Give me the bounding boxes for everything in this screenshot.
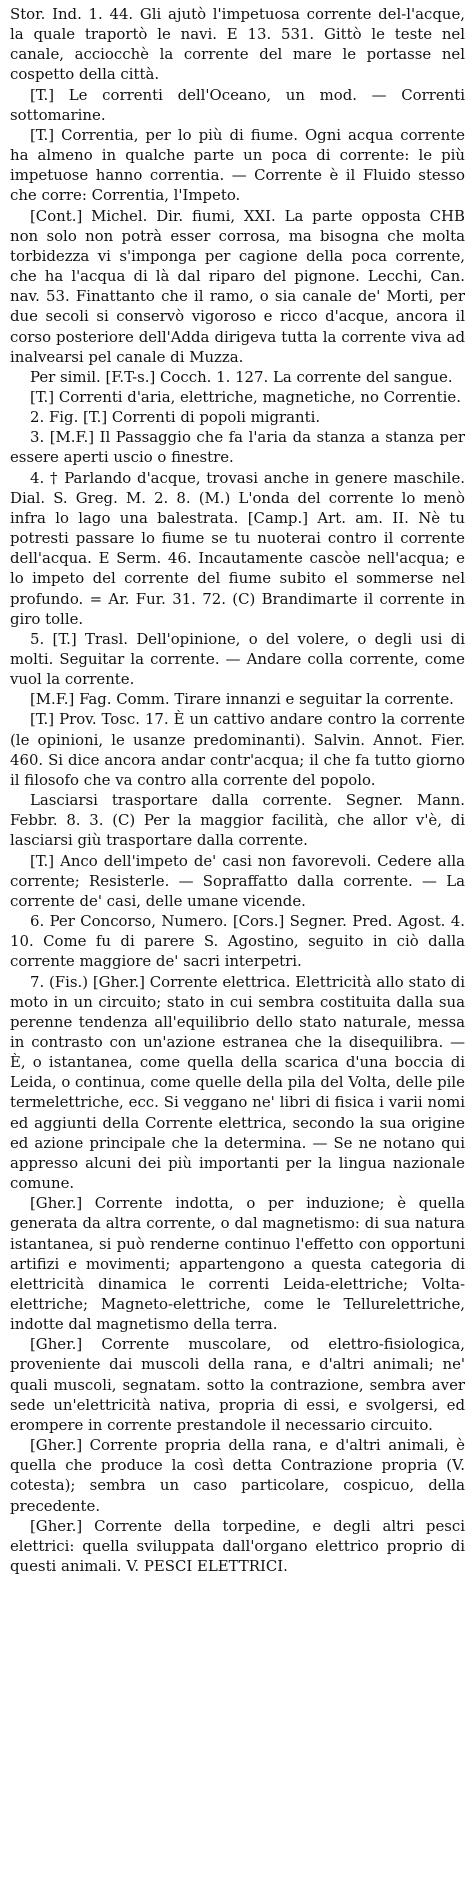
entry-paragraph-15: 6. Per Concorso, Numero. [Cors.] Segner. Pred. Agost. 4. 10. Come fu di parere S. Agostino, seguito in ciò dalla corrente maggiore de' sacri interpetri. bbox=[10, 912, 465, 971]
entry-paragraph-20: [Gher.] Corrente della torpedine, e degli altri pesci elettrici: quella sviluppata dall'organo elettrico proprio di questi animali. V. PESCI ELETTRICI. bbox=[10, 1516, 465, 1576]
entry-paragraph-11: [M.F.] Fag. Comm. Tirare innanzi e seguitar la corrente. bbox=[30, 690, 454, 709]
entry-paragraph-3: [T.] Correntia, per lo più di fiume. Ogni acqua corrente ha almeno in qualche parte un poca di corrente: le più impetuose hanno correntia. — Corrente è il Fluido stesso che corre: Correntia, l'Impeto. bbox=[10, 125, 465, 205]
entry-paragraph-6: [T.] Correnti d'aria, elettriche, magnetiche, no Correntie. bbox=[30, 387, 461, 406]
entry-paragraph-17: [Gher.] Corrente indotta, o per induzione; è quella generata da altra corrente, o dal magnetismo: di sua natura istantanea, si può renderne continuo l'effetto con opportuni artifizi e movimenti; appartengono a questa categoria di elettricità dinamica le correnti Leida-elettriche; Volta-elettriche; Magneto-elettriche, come le Tellurelettriche, indotte dal magnetismo della terra. bbox=[10, 1194, 465, 1334]
entry-paragraph-19: [Gher.] Corrente propria della rana, e d'altri animali, è quella che produce la così detta Contrazione propria (V. cotesta); sembra un caso particolare, cospicuo, della precedente. bbox=[10, 1436, 465, 1515]
entry-paragraph-2: [T.] Le correnti dell'Oceano, un mod. — Correnti sottomarine. bbox=[10, 85, 465, 124]
entry-paragraph-5: Per simil. [F.T-s.] Cocch. 1. 127. La corrente del sangue. bbox=[30, 367, 453, 386]
entry-paragraph-4: [Cont.] Michel. Dir. fiumi, XXI. La parte opposta CHB non solo non potrà esser corrosa, ma bisogna che molta torbidezza vi s'imponga per cagione della poca corrente, che ha l'acqua di là dal riparo del pignone. Lecchi, Can. nav. 53. Finattanto che il ramo, o sia canale de' Morti, per due secoli si conservò vigoroso e ricco d'acque, ancora il corso posteriore dell'Adda dirigeva tutta la corrente viva ad inalvearsi pel canale di Muzza. bbox=[10, 206, 465, 366]
entry-paragraph-18: [Gher.] Corrente muscolare, od elettro-fisiologica, proveniente dai muscoli della rana, e d'altri animali; ne' quali muscoli, segnatam. sotto la contrazione, sembra aver sede un'elettricità nativa, propria di essi, e svolgersi, ed erompere in corrente prestandole il necessario circuito. bbox=[10, 1335, 465, 1434]
entry-paragraph-13: Lasciarsi trasportare dalla corrente. Segner. Mann. Febbr. 8. 3. (C) Per la maggior facilità, che allor v'è, di lasciarsi giù trasportare dalla corrente. bbox=[10, 791, 465, 850]
entry-paragraph-16: 7. (Fis.) [Gher.] Corrente elettrica. Elettricità allo stato di moto in un circuito; stato in cui sembra costituita dalla sua perenne tendenza all'equilibrio dello stato naturale, messa in contrasto con un'azione estranea che la disequilibra. — È, o istantanea, come quella della scarica d'una boccia di Leida, o continua, come quelle della pila del Volta, delle pile termelettriche, ecc. Si veggano ne' libri di fisica i varii nomi ed aggiunti della Corrente elettrica, secondo la sua origine ed azione principale che la determina. — Se ne notano qui appresso alcuni dei più importanti per la lingua nazionale comune. bbox=[10, 972, 465, 1193]
entry-paragraph-10: 5. [T.] Trasl. Dell'opinione, o del volere, o degli usi di molti. Seguitar la corrente. — Andare colla corrente, come vuol la corrente. bbox=[10, 629, 465, 689]
entry-paragraph-1: Stor. Ind. 1. 44. Gli ajutò l'impetuosa corrente del-l'acque, la quale traportò le navi. E 13. 531. Gittò le teste nel canale, acciocchè la corrente del mare le portasse nel cospetto della città. bbox=[10, 5, 465, 84]
entry-paragraph-14: [T.] Anco dell'impeto de' casi non favorevoli. Cedere alla corrente; Resisterle. — Sopraffatto dalla corrente. — La corrente de' casi, delle umane vicende. bbox=[10, 851, 465, 910]
entry-paragraph-8: 3. [M.F.] Il Passaggio che fa l'aria da stanza a stanza per essere aperti uscio o finestre. bbox=[10, 428, 465, 467]
entry-paragraph-12: [T.] Prov. Tosc. 17. È un cattivo andare contro la corrente (le opinioni, le usanze predominanti). Salvin. Annot. Fier. 460. Si dice ancora andar contr'acqua; il che fa tutto giorno il filosofo che va contro alla corrente del popolo. bbox=[10, 710, 465, 789]
entry-paragraph-9: 4. † Parlando d'acque, trovasi anche in genere maschile. Dial. S. Greg. M. 2. 8. (M.) L'onda del corrente lo menò infra lo lago una balestrata. [Camp.] Art. am. II. Nè tu potresti passare lo fiume se tu nuoterai contro il corrente dell'acqua. E Serm. 46. Incautamente cascòe nell'acqua; e lo impeto del corrente del fiume subito el sommerse nel profundo. = Ar. Fur. 31. 72. (C) Brandimarte il corrente in giro tolle. bbox=[10, 468, 465, 628]
entry-paragraph-7: 2. Fig. [T.] Correnti di popoli migranti. bbox=[30, 408, 321, 427]
